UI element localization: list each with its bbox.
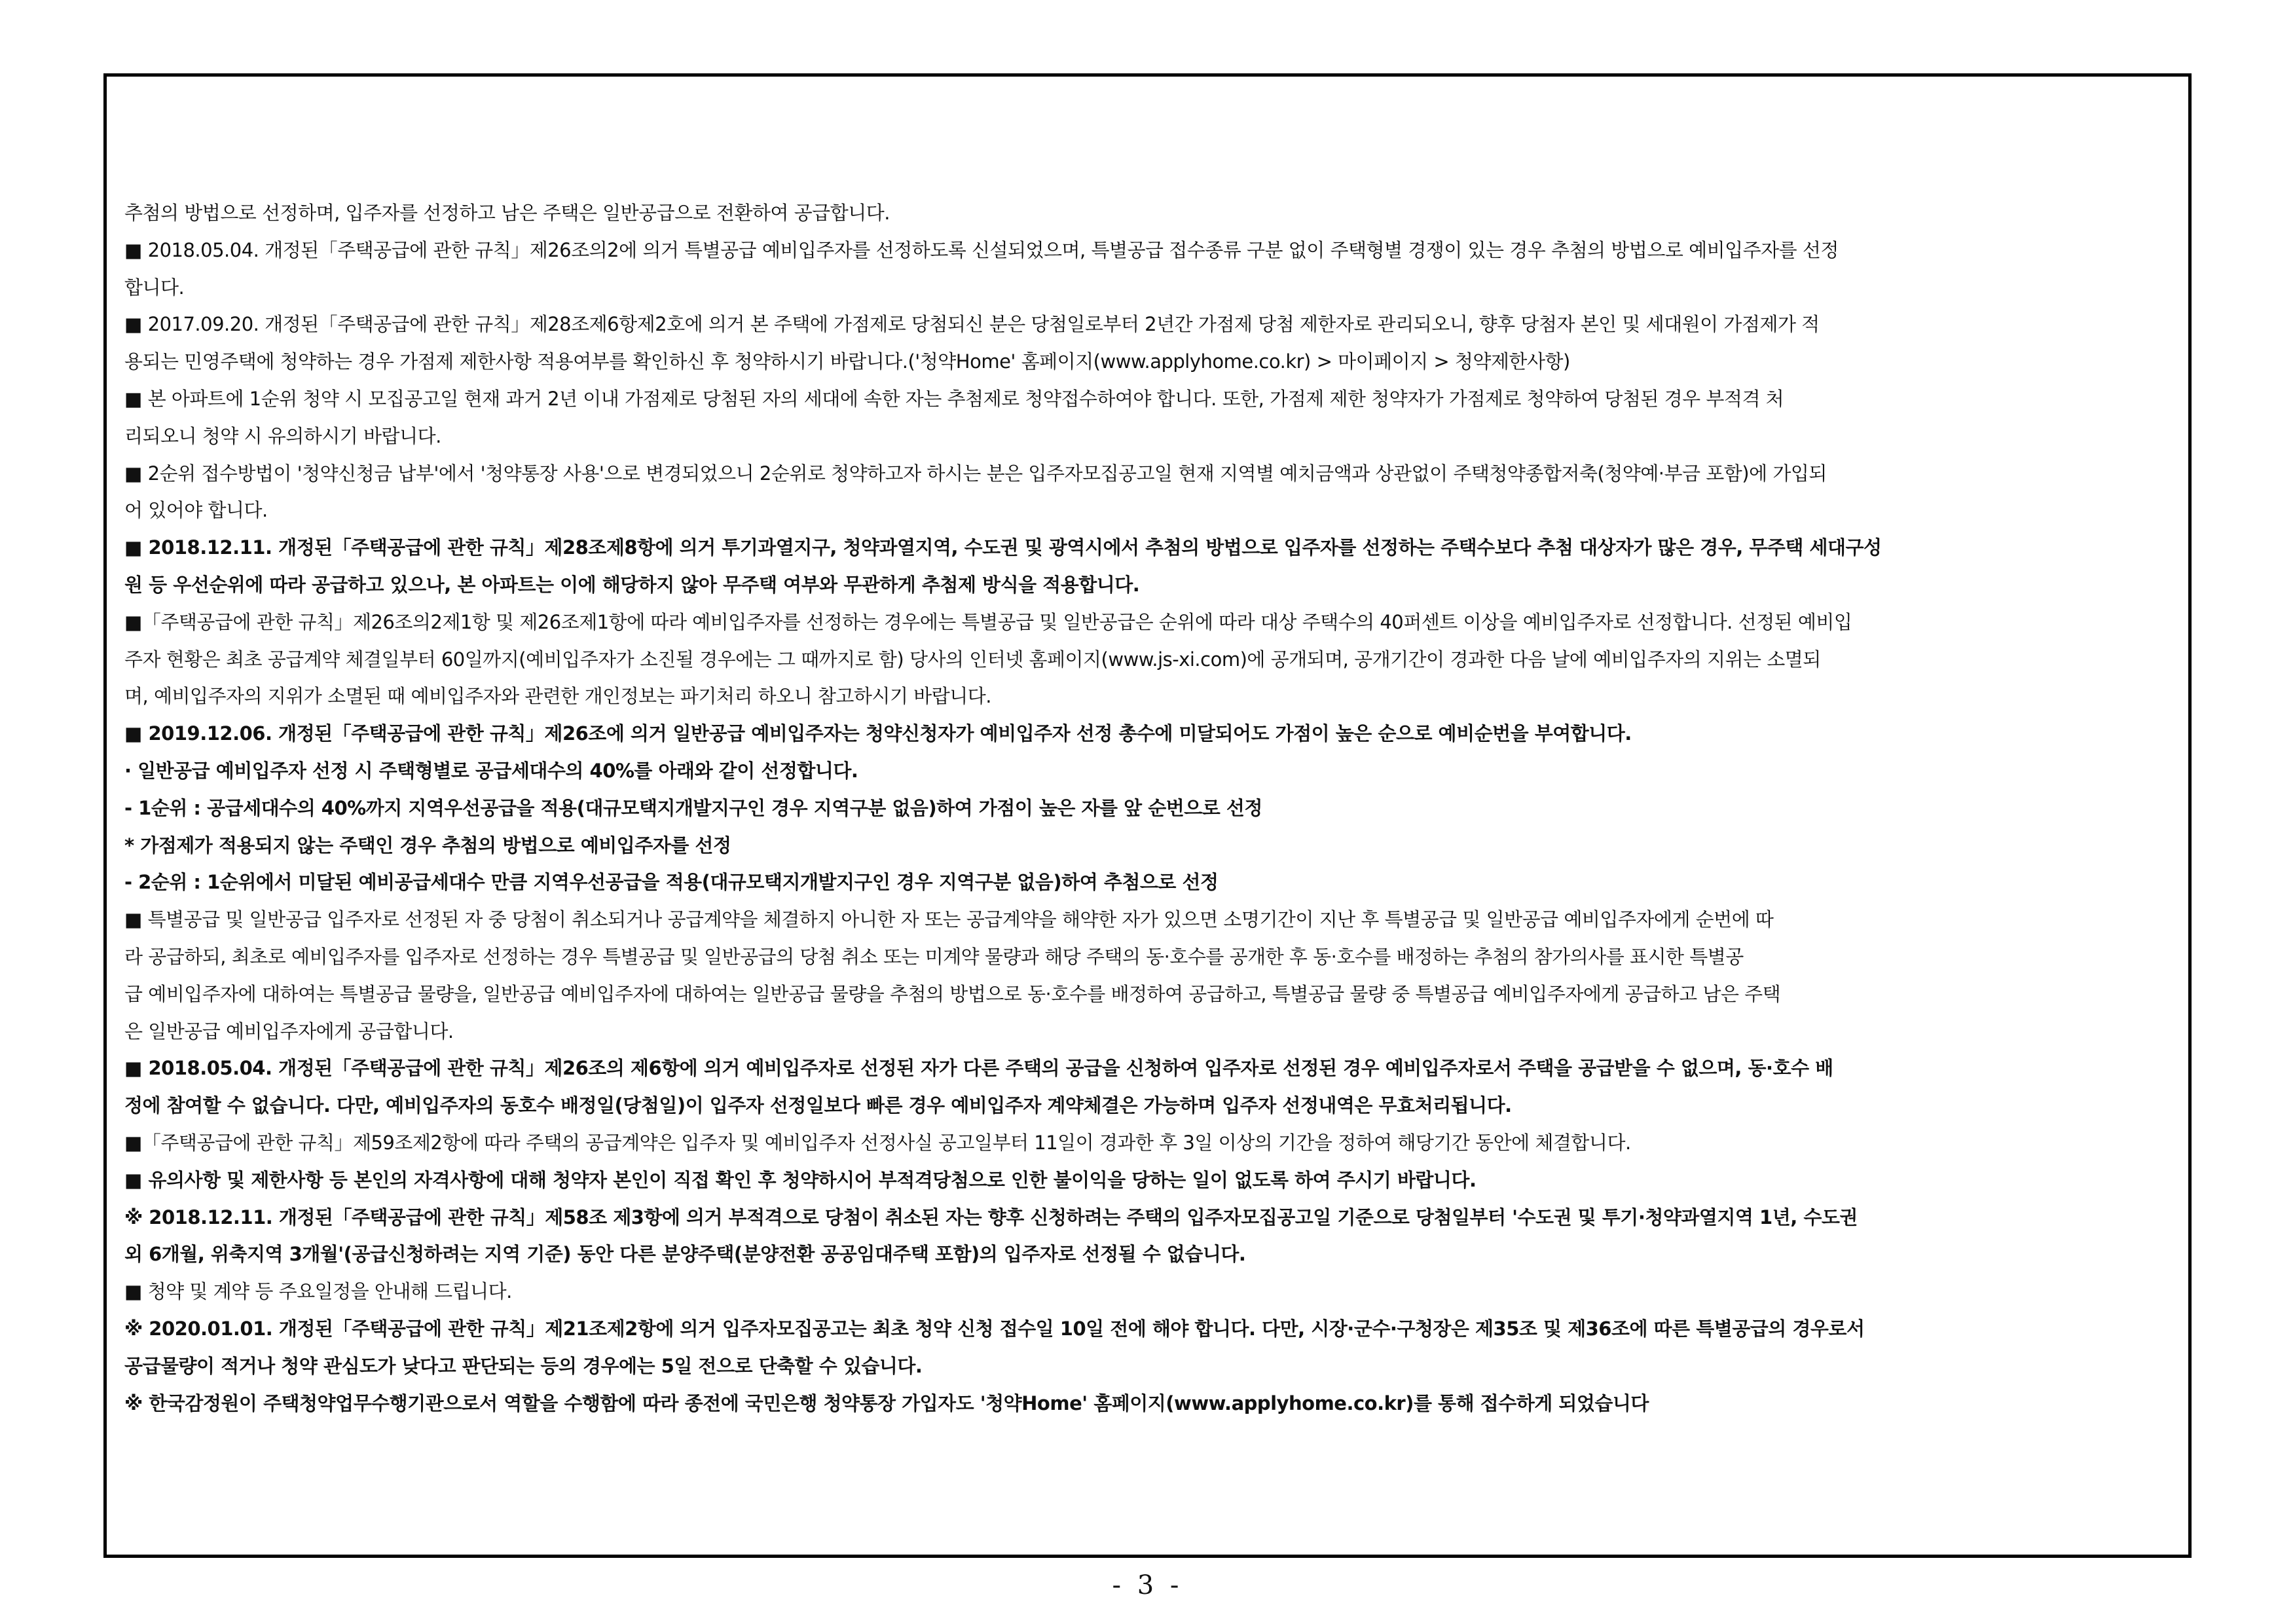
text-line: 외 6개월, 위축지역 3개월'(공급신청하려는 지역 기준) 동안 다른 분양주택(분양전환 공공임대주택 포함)의 입주자로 선정될 수 없습니다. — [124, 1243, 1246, 1266]
text-line: - 1순위 : 공급세대수의 40%까지 지역우선공급을 적용(대규모택지개발지구인 경우 지역구분 없음)하여 가점이 높은 자를 앞 순번으로 선정 — [124, 796, 1262, 819]
text-line: · 일반공급 예비입주자 선정 시 주택형별로 공급세대수의 40%를 아래와 같이 선정합니다. — [124, 760, 858, 782]
text-line: ■ 특별공급 및 일반공급 입주자로 선정된 자 중 당첨이 취소되거나 공급계약을 체결하지 아니한 자 또는 공급계약을 해약한 자가 있으면 소명기간이 지난 후 특별공급 및 일반공급 예비입주자에게 순번에 따 — [124, 908, 1774, 931]
text-line: ■ 본 아파트에 1순위 청약 시 모집공고일 현재 과거 2년 이내 가점제로 당첨된 자의 세대에 속한 자는 추첨제로 청약접수하여야 합니다. 또한, 가점제 제한 청약자가 가점제로 청약하여 당첨된 경우 부적격 처 — [124, 388, 1784, 410]
text-line: ■「주택공급에 관한 규칙」제59조제2항에 따라 주택의 공급계약은 입주자 및 예비입주자 선정사실 공고일부터 11일이 경과한 후 3일 이상의 기간을 정하여 해당기간 동안에 체결합니다. — [124, 1132, 1631, 1154]
text-line: 며, 예비입주자의 지위가 소멸된 때 예비입주자와 관련한 개인정보는 파기처리 하오니 참고하시기 바랍니다. — [124, 685, 991, 708]
text-line: ■ 2017.09.20. 개정된「주택공급에 관한 규칙」제28조제6항제2호에 의거 본 주택에 가점제로 당첨되신 분은 당첨일로부터 2년간 가점제 당첨 제한자로 관리되오니, 향후 당첨자 본인 및 세대원이 가점제가 적 — [124, 313, 1820, 336]
page-number: - 3 - — [1112, 1570, 1183, 1600]
text-line: 용되는 민영주택에 청약하는 경우 가점제 제한사항 적용여부를 확인하신 후 청약하시기 바랍니다.('청약Home' 홈페이지(www.applyhome.co.kr) > 마이페이지 > 청약제한사항) — [124, 350, 1570, 373]
text-line: ※ 한국감정원이 주택청약업무수행기관으로서 역할을 수행함에 따라 종전에 국민은행 청약통장 가입자도 '청약Home' 홈페이지(www.applyhome.co.kr)를 통해 접수하게 되었습니다 — [124, 1392, 1649, 1414]
text-line: 정에 참여할 수 없습니다. 다만, 예비입주자의 동호수 배정일(당첨일)이 입주자 선정일보다 빠른 경우 예비입주자 계약체결은 가능하며 입주자 선정내역은 무효처리됩니다. — [124, 1094, 1512, 1117]
text-line: 주자 현황은 최초 공급계약 체결일부터 60일까지(예비입주자가 소진될 경우에는 그 때까지로 함) 당사의 인터넷 홈페이지(www.js-xi.com)에 공개되며, 공개기간이 경과한 다음 날에 예비입주자의 지위는 소멸되 — [124, 648, 1821, 671]
text-line: 합니다. — [124, 276, 185, 299]
text-line: 원 등 우선순위에 따라 공급하고 있으나, 본 아파트는 이에 해당하지 않아 무주택 여부와 무관하게 추첨제 방식을 적용합니다. — [124, 574, 1140, 596]
text-line: ■ 2018.05.04. 개정된「주택공급에 관한 규칙」제26조의 제6항에 의거 예비입주자로 선정된 자가 다른 주택의 공급을 신청하여 입주자로 선정된 경우 예비입주자로서 주택을 공급받을 수 없으며, 동·호수 배 — [124, 1057, 1833, 1080]
text-line: 어 있어야 합니다. — [124, 499, 268, 522]
text-line: 은 일반공급 예비입주자에게 공급합니다. — [124, 1020, 454, 1043]
text-line: 급 예비입주자에 대하여는 특별공급 물량을, 일반공급 예비입주자에 대하여는 일반공급 물량을 추첨의 방법으로 동·호수를 배정하여 공급하고, 특별공급 물량 중 특별공급 예비입주자에게 공급하고 남은 주택 — [124, 982, 1781, 1005]
text-line: ■ 2018.12.11. 개정된「주택공급에 관한 규칙」제28조제8항에 의거 투기과열지구, 청약과열지역, 수도권 및 광역시에서 추첨의 방법으로 입주자를 선정하는 주택수보다 추첨 대상자가 많은 경우, 무주택 세대구성 — [124, 536, 1882, 559]
text-line: 리되오니 청약 시 유의하시기 바랍니다. — [124, 424, 441, 447]
text-line: ■ 청약 및 계약 등 주요일정을 안내해 드립니다. — [124, 1280, 512, 1303]
text-line: ■ 유의사항 및 제한사항 등 본인의 자격사항에 대해 청약자 본인이 직접 확인 후 청약하시어 부적격당첨으로 인한 불이익을 당하는 일이 없도록 하여 주시기 바랍니다. — [124, 1168, 1477, 1191]
text-line: ※ 2018.12.11. 개정된「주택공급에 관한 규칙」제58조 제3항에 의거 부적격으로 당첨이 취소된 자는 향후 신청하려는 주택의 입주자모집공고일 기준으로 당첨일부터 '수도권 및 투기·청약과열지역 1년, 수도권 — [124, 1206, 1858, 1228]
text-line: 공급물량이 적거나 청약 관심도가 낮다고 판단되는 등의 경우에는 5일 전으로 단축할 수 있습니다. — [124, 1354, 923, 1377]
text-line: ■ 2018.05.04. 개정된「주택공급에 관한 규칙」제26조의2에 의거 특별공급 예비입주자를 선정하도록 신설되었으며, 특별공급 접수종류 구분 없이 주택형별 경쟁이 있는 경우 추첨의 방법으로 예비입주자를 선정 — [124, 238, 1839, 261]
text-line: ■ 2019.12.06. 개정된「주택공급에 관한 규칙」제26조에 의거 일반공급 예비입주자는 청약신청자가 예비입주자 선정 총수에 미달되어도 가점이 높은 순으로 예비순번을 부여합니다. — [124, 722, 1632, 745]
text-line: * 가점제가 적용되지 않는 주택인 경우 추첨의 방법으로 예비입주자를 선정 — [124, 834, 731, 857]
text-line: 라 공급하되, 최초로 예비입주자를 입주자로 선정하는 경우 특별공급 및 일반공급의 당첨 취소 또는 미계약 물량과 해당 주택의 동·호수를 공개한 후 동·호수를 배정하는 추첨의 참가의사를 표시한 특별공 — [124, 946, 1744, 968]
text-line: ※ 2020.01.01. 개정된「주택공급에 관한 규칙」제21조제2항에 의거 입주자모집공고는 최초 청약 신청 접수일 10일 전에 해야 합니다. 다만, 시장·군수·구청장은 제35조 및 제36조에 따른 특별공급의 경우로서 — [124, 1318, 1865, 1340]
text-line: 추첨의 방법으로 선정하며, 입주자를 선정하고 남은 주택은 일반공급으로 전환하여 공급합니다. — [124, 202, 890, 224]
text-line: ■「주택공급에 관한 규칙」제26조의2제1항 및 제26조제1항에 따라 예비입주자를 선정하는 경우에는 특별공급 및 일반공급은 순위에 따라 대상 주택수의 40퍼센트 이상을 예비입주자로 선정합니다. 선정된 예비입 — [124, 610, 1852, 633]
text-line: - 2순위 : 1순위에서 미달된 예비공급세대수 만큼 지역우선공급을 적용(대규모택지개발지구인 경우 지역구분 없음)하여 추첨으로 선정 — [124, 871, 1219, 894]
text-line: ■ 2순위 접수방법이 '청약신청금 납부'에서 '청약통장 사용'으로 변경되었으니 2순위로 청약하고자 하시는 분은 입주자모집공고일 현재 지역별 예치금액과 상관없이 주택청약종합저축(청약예·부금 포함)에 가입되 — [124, 462, 1827, 485]
